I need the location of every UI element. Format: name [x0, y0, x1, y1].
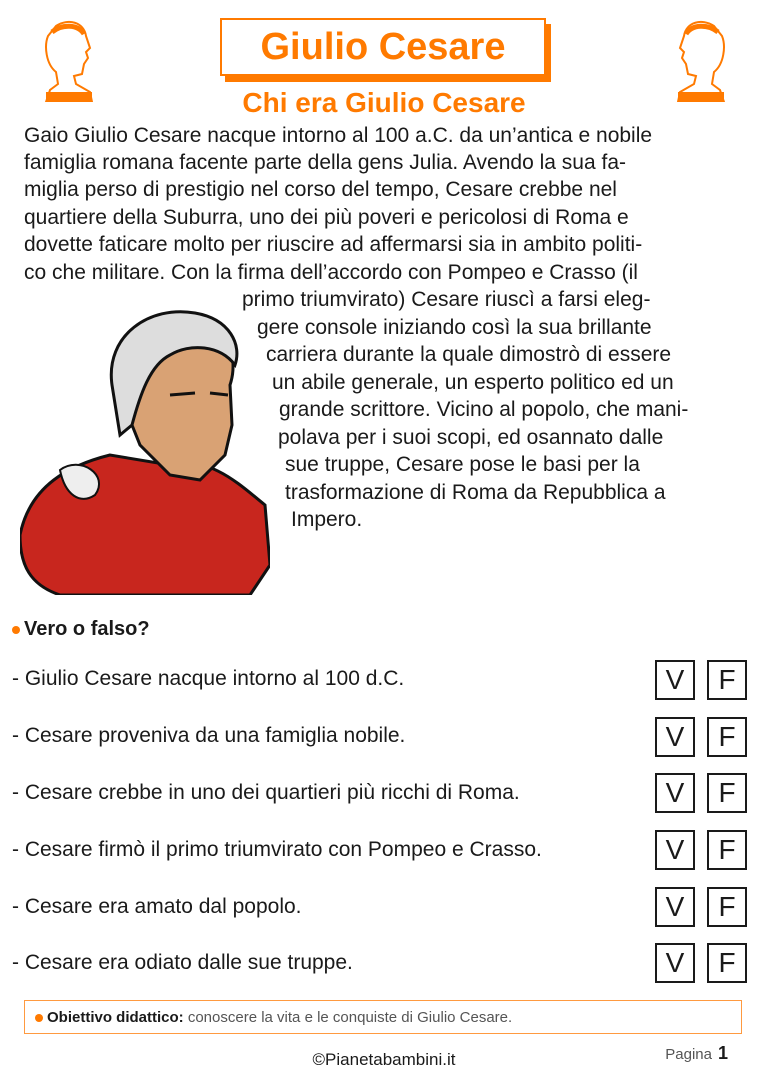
bullet-icon [12, 626, 20, 634]
page-subtitle: Chi era Giulio Cesare [242, 87, 526, 118]
page-number-value: 1 [717, 1043, 728, 1063]
false-box[interactable]: F [707, 717, 747, 757]
question: - Cesare firmò il primo triumvirato con Pompeo e Crasso. [12, 838, 542, 861]
page-label: Pagina [665, 1046, 712, 1063]
question: - Cesare era amato dal popolo. [12, 895, 302, 918]
title-box [220, 18, 546, 76]
true-box[interactable]: V [655, 887, 695, 927]
quiz-heading [12, 618, 150, 641]
text-line: un abile generale, un esperto politico ed un [272, 371, 674, 394]
text-line: carriera durante la quale dimostrò di essere [266, 343, 672, 366]
text-line: quartiere della Suburra, uno dei più poveri e pericolosi di Roma e [24, 206, 629, 229]
text-line: Impero. [291, 508, 363, 531]
question: - Cesare era odiato dalle sue truppe. [12, 951, 353, 974]
false-box[interactable]: F [707, 830, 747, 870]
text-line: gere console iniziando così la sua brillante [257, 316, 652, 339]
text-line: famiglia romana facente parte della gens Julia. Avendo la sua fa- [24, 151, 626, 174]
text-line: co che militare. Con la firma dell’accordo con Pompeo e Crasso (il [24, 261, 638, 284]
question: - Giulio Cesare nacque intorno al 100 d.C. [12, 667, 405, 690]
text-line: primo triumvirato) Cesare riuscì a farsi eleg- [242, 288, 651, 311]
goal-label: Obiettivo didattico: [47, 1009, 184, 1026]
text-line: miglia perso di prestigio nel corso del tempo, Cesare crebbe nel [24, 178, 617, 201]
text-line: sue truppe, Cesare pose le basi per la [285, 453, 640, 476]
true-box[interactable]: V [655, 830, 695, 870]
learning-goal-box [24, 1000, 742, 1034]
goal-text: conoscere la vita e le conquiste di Giulio Cesare. [183, 1009, 513, 1026]
text-line: grande scrittore. Vicino al popolo, che mani- [279, 398, 689, 421]
text-line: dovette faticare molto per riuscire ad affermarsi sia in ambito politi- [24, 233, 643, 256]
question: - Cesare proveniva da una famiglia nobile. [12, 724, 406, 747]
bullet-icon [35, 1014, 43, 1022]
text-line: Gaio Giulio Cesare nacque intorno al 100 a.C. da un’antica e nobile [24, 124, 653, 147]
true-box[interactable]: V [655, 773, 695, 813]
false-box[interactable]: F [707, 943, 747, 983]
quiz-title: Vero o falso? [24, 618, 150, 640]
true-box[interactable]: V [655, 660, 695, 700]
question: - Cesare crebbe in uno dei quartieri più ricchi di Roma. [12, 781, 520, 804]
page-title: Giulio Cesare [260, 25, 506, 68]
false-box[interactable]: F [707, 660, 747, 700]
text-line: trasformazione di Roma da Repubblica a [285, 481, 666, 504]
false-box[interactable]: F [707, 887, 747, 927]
true-box[interactable]: V [655, 717, 695, 757]
page-number [665, 1043, 728, 1064]
text-line: polava per i suoi scopi, ed osannato dalle [278, 426, 664, 449]
true-box[interactable]: V [655, 943, 695, 983]
false-box[interactable]: F [707, 773, 747, 813]
caesar-portrait [20, 305, 270, 595]
site-credit: ©Pianetabambini.it [312, 1050, 456, 1069]
